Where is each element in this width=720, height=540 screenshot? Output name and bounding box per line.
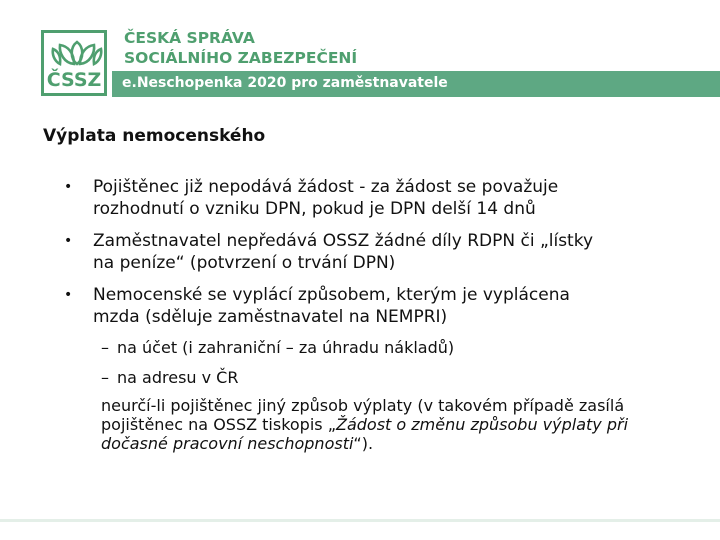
slide-title: Výplata nemocenského [43, 126, 266, 146]
bullet-text-line: mzda (sděluje zaměstnavatel na NEMPRI) [93, 307, 448, 327]
organization-name [124, 28, 357, 68]
sub-item-text: na adresu v ČR [117, 368, 239, 387]
note-plain-text: pojištěnec na OSSZ tiskopis „ [101, 415, 336, 434]
presentation-title: e.Neschopenka 2020 pro zaměstnavatele [122, 75, 448, 91]
bullet-dot-icon: • [64, 179, 73, 195]
dash-icon: – [101, 338, 109, 357]
org-name-line-1: ČESKÁ SPRÁVA [124, 29, 255, 47]
bullet-dot-icon: • [64, 233, 73, 249]
bullet-text-line: rozhodnutí o vzniku DPN, pokud je DPN delší 14 dnů [93, 199, 536, 219]
note-line-1: neurčí-li pojištěnec jiný způsob výplaty (v takovém případě zasílá [101, 396, 625, 415]
logo [41, 30, 107, 96]
form-name-text: dočasné pracovní neschopnosti [101, 434, 354, 453]
header-band [112, 71, 720, 97]
bullet-list [64, 176, 704, 338]
bullet-text-line: Zaměstnavatel nepředává OSSZ žádné díly RDPN či „lístky [93, 231, 594, 251]
leaf-emblem-icon [50, 39, 104, 67]
bullet-item [64, 176, 704, 220]
bullet-text-line: na peníze“ (potvrzení o trvání DPN) [93, 253, 396, 273]
sub-item-account [101, 338, 454, 358]
logo-abbreviation: ČSSZ [46, 69, 102, 91]
note-line-2 [101, 415, 711, 434]
bullet-dot-icon: • [64, 287, 73, 303]
note-plain-text: “). [353, 434, 374, 453]
bullet-item [64, 284, 704, 328]
sub-item-address [101, 368, 238, 388]
bullet-text-line: Pojištěnec již nepodává žádost - za žádost se považuje [93, 177, 559, 197]
form-name-text: Žádost o změnu způsobu výplaty při [336, 415, 629, 434]
dash-icon: – [101, 368, 109, 387]
payment-note [101, 396, 711, 453]
footer-divider [0, 519, 720, 522]
org-name-line-2: SOCIÁLNÍHO ZABEZPEČENÍ [124, 49, 358, 67]
sub-item-text: na účet (i zahraniční – za úhradu nákladů) [117, 338, 455, 357]
bullet-text-line: Nemocenské se vyplácí způsobem, kterým je vyplácena [93, 285, 570, 305]
bullet-item [64, 230, 704, 274]
note-line-3 [101, 434, 711, 453]
